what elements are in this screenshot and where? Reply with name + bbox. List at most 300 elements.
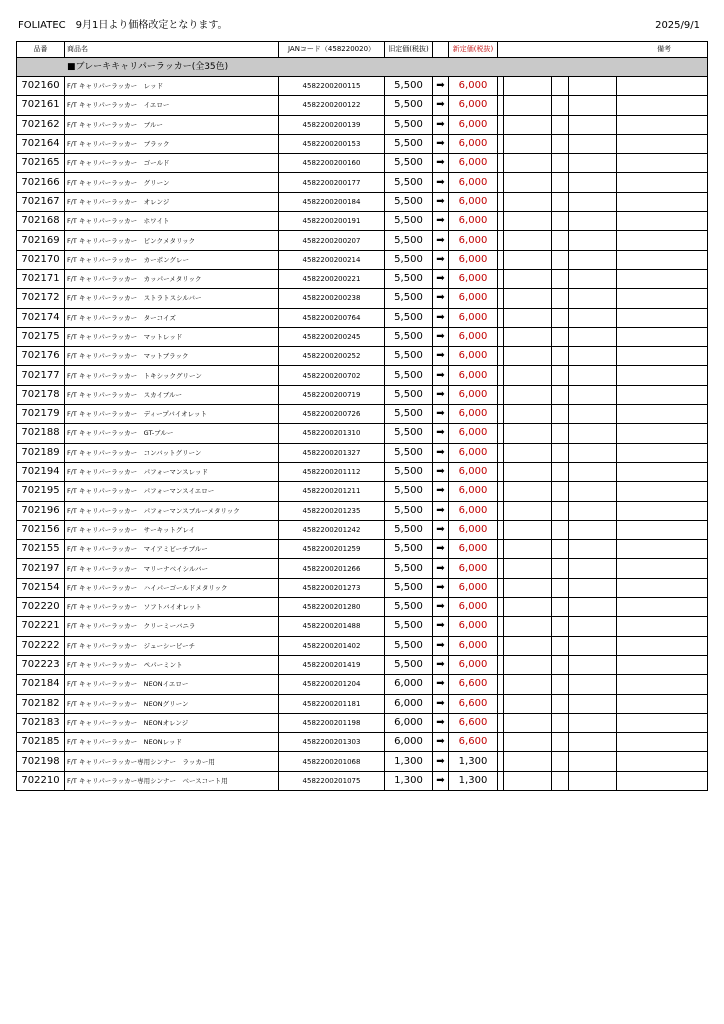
remarks-cell	[569, 482, 617, 501]
jan-code: 4582200200719	[279, 385, 385, 404]
new-price: 6,000	[449, 405, 498, 424]
product-code: 702223	[17, 655, 65, 674]
remarks-cell	[552, 713, 569, 732]
product-code: 702167	[17, 192, 65, 211]
jan-code: 4582200200115	[279, 77, 385, 96]
remarks-cell	[552, 462, 569, 481]
remarks-cell	[504, 482, 552, 501]
header-old-price: 旧定価(税抜)	[385, 42, 433, 58]
jan-code: 4582200201198	[279, 713, 385, 732]
old-price: 5,500	[385, 617, 433, 636]
product-code: 702154	[17, 578, 65, 597]
remarks-cell	[617, 443, 708, 462]
product-name: F/T キャリパーラッカー オレンジ	[65, 192, 279, 211]
product-name: F/T キャリパーラッカー NEONイエロー	[65, 675, 279, 694]
remarks-cell	[617, 617, 708, 636]
remarks-cell	[504, 134, 552, 153]
old-price: 5,500	[385, 424, 433, 443]
product-name: F/T キャリパーラッカー パフォーマンスレッド	[65, 462, 279, 481]
remarks-cell	[552, 308, 569, 327]
arrow-icon: ➡	[433, 559, 449, 578]
product-name: F/T キャリパーラッカー GT-ブルー	[65, 424, 279, 443]
remarks-cell	[569, 713, 617, 732]
remarks-cell	[552, 154, 569, 173]
product-code: 702222	[17, 636, 65, 655]
arrow-icon: ➡	[433, 771, 449, 790]
new-price: 6,000	[449, 212, 498, 231]
old-price: 5,500	[385, 96, 433, 115]
new-price: 6,000	[449, 269, 498, 288]
remarks-cell	[504, 173, 552, 192]
new-price: 6,000	[449, 308, 498, 327]
new-price: 6,000	[449, 617, 498, 636]
table-row	[17, 308, 708, 327]
remarks-cell	[569, 540, 617, 559]
remarks-cell	[617, 308, 708, 327]
old-price: 5,500	[385, 520, 433, 539]
remarks-cell	[504, 578, 552, 597]
arrow-icon: ➡	[433, 636, 449, 655]
table-row	[17, 269, 708, 288]
remarks-cell	[552, 96, 569, 115]
jan-code: 4582200200160	[279, 154, 385, 173]
old-price: 5,500	[385, 636, 433, 655]
section-header-row	[17, 58, 708, 77]
remarks-cell	[617, 482, 708, 501]
remarks-cell	[552, 327, 569, 346]
remarks-cell	[504, 694, 552, 713]
product-code: 702175	[17, 327, 65, 346]
remarks-cell	[569, 308, 617, 327]
remarks-cell	[617, 405, 708, 424]
new-price: 6,000	[449, 366, 498, 385]
remarks-cell	[617, 636, 708, 655]
arrow-icon: ➡	[433, 192, 449, 211]
old-price: 5,500	[385, 578, 433, 597]
arrow-icon: ➡	[433, 385, 449, 404]
product-code: 702170	[17, 250, 65, 269]
new-price: 6,000	[449, 655, 498, 674]
remarks-cell	[617, 598, 708, 617]
product-code: 702189	[17, 443, 65, 462]
jan-code: 4582200201273	[279, 578, 385, 597]
table-row	[17, 250, 708, 269]
remarks-cell	[504, 308, 552, 327]
remarks-cell	[617, 675, 708, 694]
new-price: 6,000	[449, 250, 498, 269]
jan-code: 4582200200726	[279, 405, 385, 424]
remarks-cell	[504, 385, 552, 404]
product-name: F/T キャリパーラッカー ターコイズ	[65, 308, 279, 327]
product-code: 702178	[17, 385, 65, 404]
remarks-cell	[552, 694, 569, 713]
product-code: 702179	[17, 405, 65, 424]
remarks-cell	[504, 675, 552, 694]
remarks-cell	[504, 115, 552, 134]
header-code: 品番	[17, 42, 65, 58]
remarks-cell	[569, 443, 617, 462]
product-name: F/T キャリパーラッカー ソフトバイオレット	[65, 598, 279, 617]
jan-code: 4582200201235	[279, 501, 385, 520]
arrow-icon: ➡	[433, 405, 449, 424]
jan-code: 4582200200177	[279, 173, 385, 192]
arrow-icon: ➡	[433, 231, 449, 250]
old-price: 6,000	[385, 733, 433, 752]
new-price: 6,600	[449, 713, 498, 732]
remarks-cell	[504, 327, 552, 346]
table-row	[17, 675, 708, 694]
remarks-cell	[569, 269, 617, 288]
product-name: F/T キャリパーラッカー NEONオレンジ	[65, 713, 279, 732]
remarks-cell	[504, 713, 552, 732]
old-price: 5,500	[385, 192, 433, 211]
new-price: 6,000	[449, 540, 498, 559]
remarks-cell	[617, 327, 708, 346]
new-price: 6,000	[449, 154, 498, 173]
product-name: F/T キャリパーラッカー ペパーミント	[65, 655, 279, 674]
product-code: 702198	[17, 752, 65, 771]
jan-code: 4582200201303	[279, 733, 385, 752]
remarks-cell	[504, 96, 552, 115]
arrow-icon: ➡	[433, 347, 449, 366]
product-name: F/T キャリパーラッカー ディープバイオレット	[65, 405, 279, 424]
remarks-cell	[552, 617, 569, 636]
table-row	[17, 559, 708, 578]
table-row	[17, 598, 708, 617]
jan-code: 4582200200764	[279, 308, 385, 327]
header-new-price: 新定価(税抜)	[449, 42, 498, 58]
remarks-cell	[552, 134, 569, 153]
product-code: 702174	[17, 308, 65, 327]
product-code: 702161	[17, 96, 65, 115]
remarks-cell	[569, 405, 617, 424]
arrow-icon: ➡	[433, 96, 449, 115]
remarks-cell	[504, 269, 552, 288]
table-row	[17, 77, 708, 96]
remarks-cell	[569, 347, 617, 366]
old-price: 6,000	[385, 694, 433, 713]
remarks-cell	[569, 520, 617, 539]
table-row	[17, 771, 708, 790]
arrow-icon: ➡	[433, 212, 449, 231]
arrow-icon: ➡	[433, 617, 449, 636]
product-name: F/T キャリパーラッカー マイアミビーチブルー	[65, 540, 279, 559]
table-row	[17, 540, 708, 559]
product-code: 702162	[17, 115, 65, 134]
remarks-cell	[552, 540, 569, 559]
product-name: F/T キャリパーラッカー ハイパーゴールドメタリック	[65, 578, 279, 597]
new-price: 6,000	[449, 578, 498, 597]
remarks-cell	[569, 424, 617, 443]
product-code: 702171	[17, 269, 65, 288]
product-code: 702165	[17, 154, 65, 173]
remarks-cell	[617, 134, 708, 153]
old-price: 5,500	[385, 462, 433, 481]
arrow-icon: ➡	[433, 173, 449, 192]
remarks-cell	[552, 385, 569, 404]
product-name: F/T キャリパーラッカー ストラトスシルバー	[65, 289, 279, 308]
old-price: 5,500	[385, 154, 433, 173]
product-name: F/T キャリパーラッカー ブラック	[65, 134, 279, 153]
table-row	[17, 501, 708, 520]
remarks-cell	[569, 598, 617, 617]
old-price: 6,000	[385, 713, 433, 732]
table-row	[17, 154, 708, 173]
product-name: F/T キャリパーラッカー カッパーメタリック	[65, 269, 279, 288]
product-code: 702182	[17, 694, 65, 713]
arrow-icon: ➡	[433, 655, 449, 674]
table-row	[17, 443, 708, 462]
jan-code: 4582200201419	[279, 655, 385, 674]
arrow-icon: ➡	[433, 675, 449, 694]
remarks-cell	[552, 733, 569, 752]
remarks-cell	[552, 675, 569, 694]
arrow-icon: ➡	[433, 115, 449, 134]
table-row	[17, 115, 708, 134]
remarks-cell	[504, 540, 552, 559]
table-row	[17, 289, 708, 308]
product-name: F/T キャリパーラッカー ホワイト	[65, 212, 279, 231]
remarks-cell	[504, 231, 552, 250]
remarks-cell	[552, 636, 569, 655]
new-price: 6,000	[449, 424, 498, 443]
old-price: 5,500	[385, 655, 433, 674]
remarks-cell	[552, 598, 569, 617]
page-header	[18, 19, 700, 33]
remarks-cell	[569, 385, 617, 404]
remarks-cell	[617, 366, 708, 385]
remarks-cell	[569, 154, 617, 173]
table-row	[17, 405, 708, 424]
remarks-cell	[617, 733, 708, 752]
new-price: 6,000	[449, 289, 498, 308]
remarks-cell	[617, 655, 708, 674]
remarks-cell	[617, 752, 708, 771]
table-row	[17, 636, 708, 655]
old-price: 5,500	[385, 134, 433, 153]
product-name: F/T キャリパーラッカー ゴールド	[65, 154, 279, 173]
remarks-cell	[504, 405, 552, 424]
remarks-cell	[569, 771, 617, 790]
remarks-cell	[569, 501, 617, 520]
old-price: 1,300	[385, 771, 433, 790]
old-price: 5,500	[385, 443, 433, 462]
new-price: 6,000	[449, 115, 498, 134]
old-price: 5,500	[385, 231, 433, 250]
table-row	[17, 655, 708, 674]
remarks-cell	[552, 405, 569, 424]
arrow-icon: ➡	[433, 733, 449, 752]
old-price: 5,500	[385, 347, 433, 366]
remarks-cell	[617, 173, 708, 192]
table-row	[17, 733, 708, 752]
new-price: 6,000	[449, 347, 498, 366]
remarks-cell	[552, 212, 569, 231]
remarks-cell	[504, 636, 552, 655]
remarks-cell	[504, 598, 552, 617]
remarks-cell	[617, 771, 708, 790]
remarks-cell	[617, 385, 708, 404]
remarks-cell	[552, 192, 569, 211]
remarks-cell	[504, 462, 552, 481]
remarks-cell	[552, 752, 569, 771]
header-jan: JANコード（458220020）	[279, 42, 385, 58]
remarks-cell	[569, 559, 617, 578]
new-price: 6,000	[449, 559, 498, 578]
document-date: 2025/9/1	[655, 20, 700, 31]
product-code: 702168	[17, 212, 65, 231]
old-price: 5,500	[385, 501, 433, 520]
remarks-cell	[617, 520, 708, 539]
remarks-cell	[569, 173, 617, 192]
remarks-cell	[504, 250, 552, 269]
jan-code: 4582200200252	[279, 347, 385, 366]
new-price: 6,000	[449, 636, 498, 655]
arrow-icon: ➡	[433, 578, 449, 597]
remarks-cell	[552, 269, 569, 288]
remarks-cell	[504, 77, 552, 96]
jan-code: 4582200201402	[279, 636, 385, 655]
remarks-cell	[569, 636, 617, 655]
arrow-icon: ➡	[433, 482, 449, 501]
remarks-cell	[504, 733, 552, 752]
old-price: 5,500	[385, 366, 433, 385]
product-name: F/T キャリパーラッカー マリーナベイシルバー	[65, 559, 279, 578]
table-row	[17, 192, 708, 211]
remarks-cell	[569, 694, 617, 713]
product-code: 702183	[17, 713, 65, 732]
new-price: 6,000	[449, 231, 498, 250]
remarks-cell	[552, 655, 569, 674]
table-row	[17, 173, 708, 192]
remarks-cell	[617, 231, 708, 250]
remarks-cell	[569, 578, 617, 597]
jan-code: 4582200200139	[279, 115, 385, 134]
old-price: 5,500	[385, 405, 433, 424]
arrow-icon: ➡	[433, 154, 449, 173]
jan-code: 4582200200245	[279, 327, 385, 346]
remarks-cell	[617, 540, 708, 559]
old-price: 1,300	[385, 752, 433, 771]
jan-code: 4582200200221	[279, 269, 385, 288]
remarks-cell	[617, 192, 708, 211]
new-price: 6,000	[449, 96, 498, 115]
product-code: 702160	[17, 77, 65, 96]
new-price: 6,000	[449, 443, 498, 462]
remarks-cell	[552, 443, 569, 462]
new-price: 6,000	[449, 134, 498, 153]
old-price: 6,000	[385, 675, 433, 694]
product-name: F/T キャリパーラッカー専用シンナー ベースコート用	[65, 771, 279, 790]
product-code: 702194	[17, 462, 65, 481]
remarks-cell	[617, 424, 708, 443]
jan-code: 4582200201211	[279, 482, 385, 501]
new-price: 6,000	[449, 482, 498, 501]
remarks-cell	[504, 752, 552, 771]
remarks-cell	[617, 289, 708, 308]
jan-code: 4582200200191	[279, 212, 385, 231]
jan-code: 4582200200153	[279, 134, 385, 153]
old-price: 5,500	[385, 559, 433, 578]
remarks-cell	[569, 289, 617, 308]
old-price: 5,500	[385, 269, 433, 288]
table-row	[17, 347, 708, 366]
jan-code: 4582200201310	[279, 424, 385, 443]
remarks-cell	[617, 154, 708, 173]
remarks-cell	[617, 269, 708, 288]
jan-code: 4582200201242	[279, 520, 385, 539]
table-row	[17, 327, 708, 346]
product-code: 702177	[17, 366, 65, 385]
remarks-cell	[569, 675, 617, 694]
new-price: 6,000	[449, 520, 498, 539]
arrow-icon: ➡	[433, 250, 449, 269]
remarks-cell	[504, 289, 552, 308]
table-row	[17, 385, 708, 404]
new-price: 6,000	[449, 501, 498, 520]
product-name: F/T キャリパーラッカー パフォーマンスブルーメタリック	[65, 501, 279, 520]
new-price: 6,600	[449, 733, 498, 752]
remarks-cell	[552, 578, 569, 597]
product-code: 702176	[17, 347, 65, 366]
arrow-icon: ➡	[433, 462, 449, 481]
jan-code: 4582200200122	[279, 96, 385, 115]
jan-code: 4582200201327	[279, 443, 385, 462]
table-row	[17, 694, 708, 713]
product-code: 702221	[17, 617, 65, 636]
arrow-icon: ➡	[433, 520, 449, 539]
remarks-cell	[504, 617, 552, 636]
old-price: 5,500	[385, 327, 433, 346]
table-row	[17, 231, 708, 250]
remarks-cell	[552, 520, 569, 539]
new-price: 6,600	[449, 694, 498, 713]
remarks-cell	[569, 250, 617, 269]
remarks-cell	[504, 366, 552, 385]
table-row	[17, 424, 708, 443]
remarks-cell	[504, 192, 552, 211]
remarks-cell	[552, 771, 569, 790]
product-code: 702220	[17, 598, 65, 617]
new-price: 1,300	[449, 752, 498, 771]
old-price: 5,500	[385, 308, 433, 327]
old-price: 5,500	[385, 212, 433, 231]
arrow-icon: ➡	[433, 598, 449, 617]
jan-code: 4582200200238	[279, 289, 385, 308]
product-code: 702185	[17, 733, 65, 752]
remarks-cell	[552, 231, 569, 250]
arrow-icon: ➡	[433, 269, 449, 288]
header-arrow	[433, 42, 449, 58]
jan-code: 4582200200184	[279, 192, 385, 211]
product-code: 702172	[17, 289, 65, 308]
table-row	[17, 462, 708, 481]
table-row	[17, 520, 708, 539]
old-price: 5,500	[385, 598, 433, 617]
old-price: 5,500	[385, 115, 433, 134]
product-name: F/T キャリパーラッカー カーボングレー	[65, 250, 279, 269]
new-price: 6,000	[449, 77, 498, 96]
remarks-cell	[617, 501, 708, 520]
product-code: 702210	[17, 771, 65, 790]
remarks-cell	[569, 192, 617, 211]
arrow-icon: ➡	[433, 366, 449, 385]
remarks-cell	[569, 212, 617, 231]
remarks-cell	[504, 771, 552, 790]
product-code: 702184	[17, 675, 65, 694]
product-code: 702155	[17, 540, 65, 559]
remarks-cell	[552, 250, 569, 269]
